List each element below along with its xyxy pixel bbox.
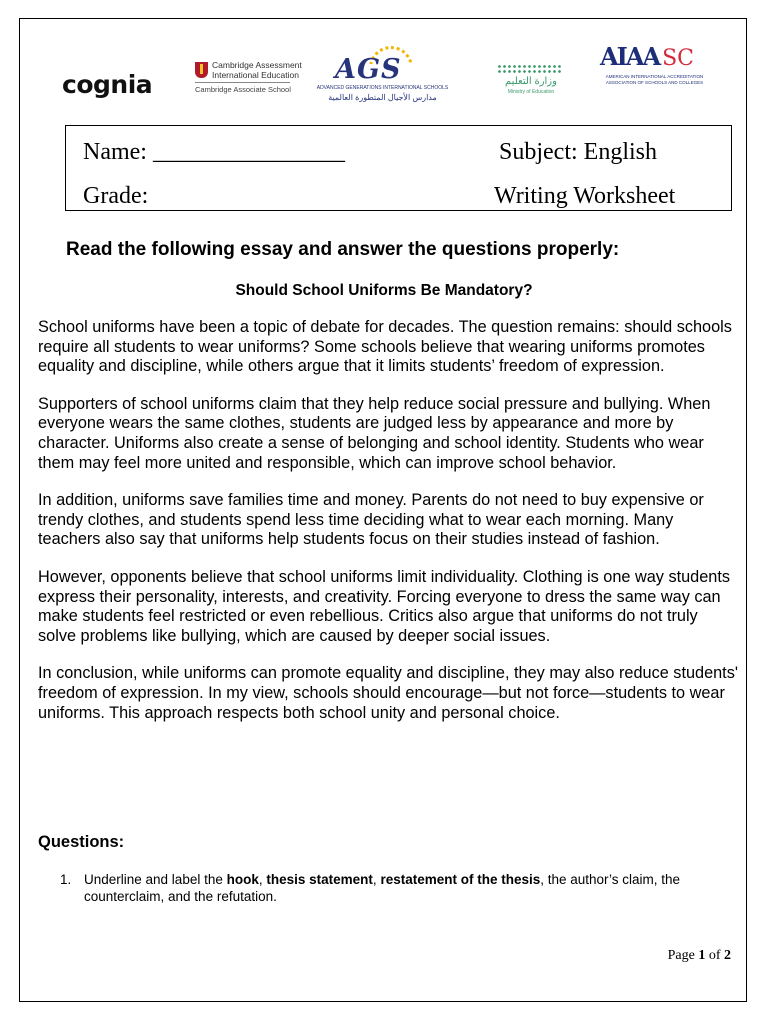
cognia-logo: cognia (62, 70, 153, 99)
question-text-end: , the author’s claim, the counterclaim, and the refutation. (84, 872, 681, 904)
page-number (668, 948, 731, 964)
worksheet-type-label: Writing Worksheet (494, 183, 676, 209)
essay-paragraph: However, opponents believe that school uniforms limit individuality. Clothing is one way students express their personality, interests, and creativity. Forcing everyone to dress the same way can make students feel restricted or even rebellious. Critics also argue that uniforms do not truly solve problems like bullying, which are caused by deeper social issues. (38, 567, 731, 645)
question-list (60, 871, 710, 905)
essay-paragraph: In conclusion, while uniforms can promote equality and discipline, they may also reduce students' freedom of expression. In my view, schools should encourage—but not force—students to wear uniforms. This approach respects both school unity and personal choice. (38, 664, 738, 722)
ags-logo-subtitle: ADVANCED GENERATIONS INTERNATIONAL SCHOOLS (316, 85, 449, 91)
ministry-of-education-logo (495, 62, 567, 94)
cambridge-logo-divider (195, 82, 290, 83)
essay-paragraph: In addition, uniforms save families time and money. Parents do not need to buy expensive or trendy clothes, and students spend less time deciding what to wear each morning. Many teachers also say that uniforms help students focus on their studies instead of fashion. (38, 491, 704, 549)
essay-title: Should School Uniforms Be Mandatory? (235, 282, 533, 299)
question-text-intro: Underline and label the (84, 872, 227, 887)
cambridge-logo-line2: International Education (212, 70, 299, 80)
essay-paragraph: Supporters of school uniforms claim that they help reduce social pressure and bullying. When everyone wears the same clothes, students are judged less by appearance and more by character. Uniforms also create a sense of belonging and school identity. Students who wear them may feel more united and responsible, which can improve school behavior. (38, 394, 711, 472)
cambridge-logo (195, 60, 302, 96)
question-separator: , (258, 872, 267, 887)
name-field[interactable]: Name: ________________ (83, 139, 345, 165)
page-of: of (705, 948, 724, 963)
essay-paragraph: School uniforms have been a topic of debate for decades. The question remains: should schools require all students to wear uniforms? Some schools believe that wearing uniforms promotes equality and discipline, while others argue that it limits students’ freedom of expression. (38, 318, 732, 376)
moe-logo-english: Ministry of Education (507, 89, 555, 95)
cambridge-logo-line1: Cambridge Assessment (212, 60, 302, 70)
question-term-restatement: restatement of the thesis (380, 872, 541, 887)
aiaasc-logo (600, 42, 710, 92)
moe-logo-arabic: وزارة التعليم (505, 76, 557, 87)
student-info-box (65, 125, 732, 211)
questions-heading: Questions: (38, 833, 125, 851)
question-item (60, 871, 710, 905)
aiaa-mark-text: AIAA (600, 42, 660, 71)
subject-label: Subject: English (499, 139, 657, 165)
question-separator: , (372, 872, 381, 887)
aiaasc-logo-mark (600, 42, 694, 71)
ags-logo-mark: AGS (335, 54, 402, 85)
aiaa-mark-suffix: SC (662, 46, 694, 71)
instruction-heading: Read the following essay and answer the questions properly: (66, 239, 620, 260)
current-page: 1 (698, 948, 706, 963)
question-term-thesis: thesis statement (266, 872, 373, 887)
total-pages: 2 (724, 948, 731, 963)
aiaasc-logo-subtitle: AMERICAN INTERNATIONAL ACCREDITATION ASSOCIATION OF SCHOOLS AND COLLEGES (605, 74, 704, 85)
page-prefix: Page (667, 948, 699, 963)
cambridge-shield-icon (195, 62, 208, 78)
essay-body (38, 318, 738, 741)
grade-field[interactable]: Grade: (83, 183, 149, 209)
question-term-hook: hook (226, 872, 259, 887)
cambridge-logo-line3: Cambridge Associate School (195, 85, 291, 94)
ags-logo-arabic: مدارس الأجيال المتطورة العالمية (328, 93, 437, 102)
ags-logo (315, 42, 450, 112)
question-number: 1. (60, 872, 72, 887)
dots-pattern-icon (497, 64, 563, 74)
